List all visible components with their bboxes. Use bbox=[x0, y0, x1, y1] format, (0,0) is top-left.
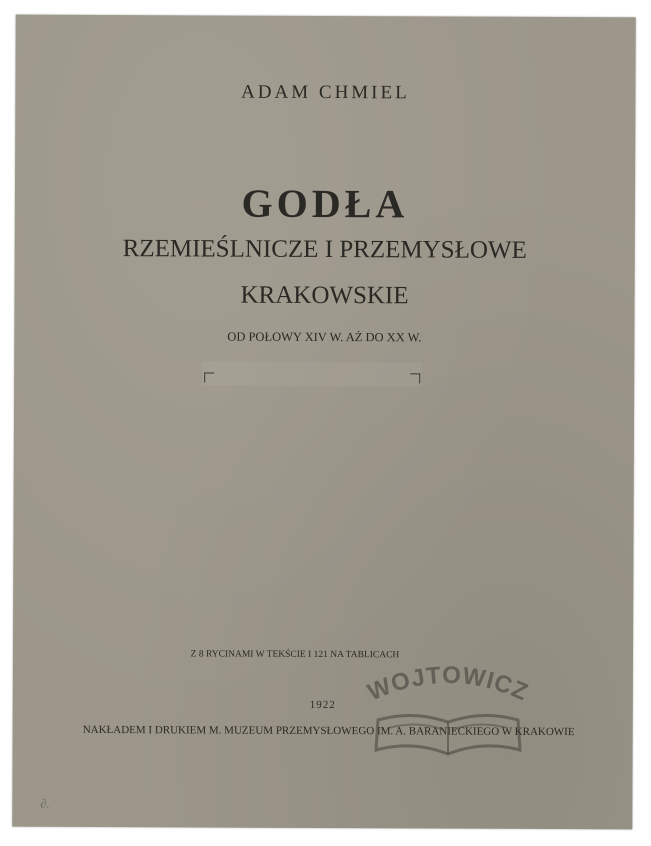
label-corner-right bbox=[410, 373, 420, 383]
publication-year: 1922 bbox=[309, 698, 336, 712]
period-range: OD POŁOWY XIV W. AŻ DO XX W. bbox=[227, 329, 422, 345]
stamp-text: WOJTOWICZ bbox=[363, 661, 533, 707]
open-book-icon bbox=[348, 650, 548, 770]
label-corner-left bbox=[204, 372, 214, 382]
illustrations-note: Z 8 RYCINAMI W TEKŚCIE I 121 NA TABLICACH bbox=[190, 649, 400, 661]
pencil-mark: ∂. bbox=[40, 796, 50, 811]
watermark-stamp bbox=[348, 650, 548, 770]
label-area bbox=[202, 361, 422, 386]
subtitle-line-2: KRAKOWSKIE bbox=[240, 281, 409, 310]
author-name: ADAM CHMIEL bbox=[241, 81, 410, 104]
book-title: GODŁA bbox=[241, 180, 409, 227]
subtitle-line-1: RZEMIEŚLNICZE I PRZEMYSŁOWE bbox=[122, 235, 527, 264]
publisher-line: NAKŁADEM I DRUKIEM M. MUZEUM PRZEMYSŁOWEGO IM. A. BARANIECKIEGO W KRAKOWIE bbox=[82, 723, 575, 739]
svg-text:WOJTOWICZ bbox=[364, 662, 533, 707]
